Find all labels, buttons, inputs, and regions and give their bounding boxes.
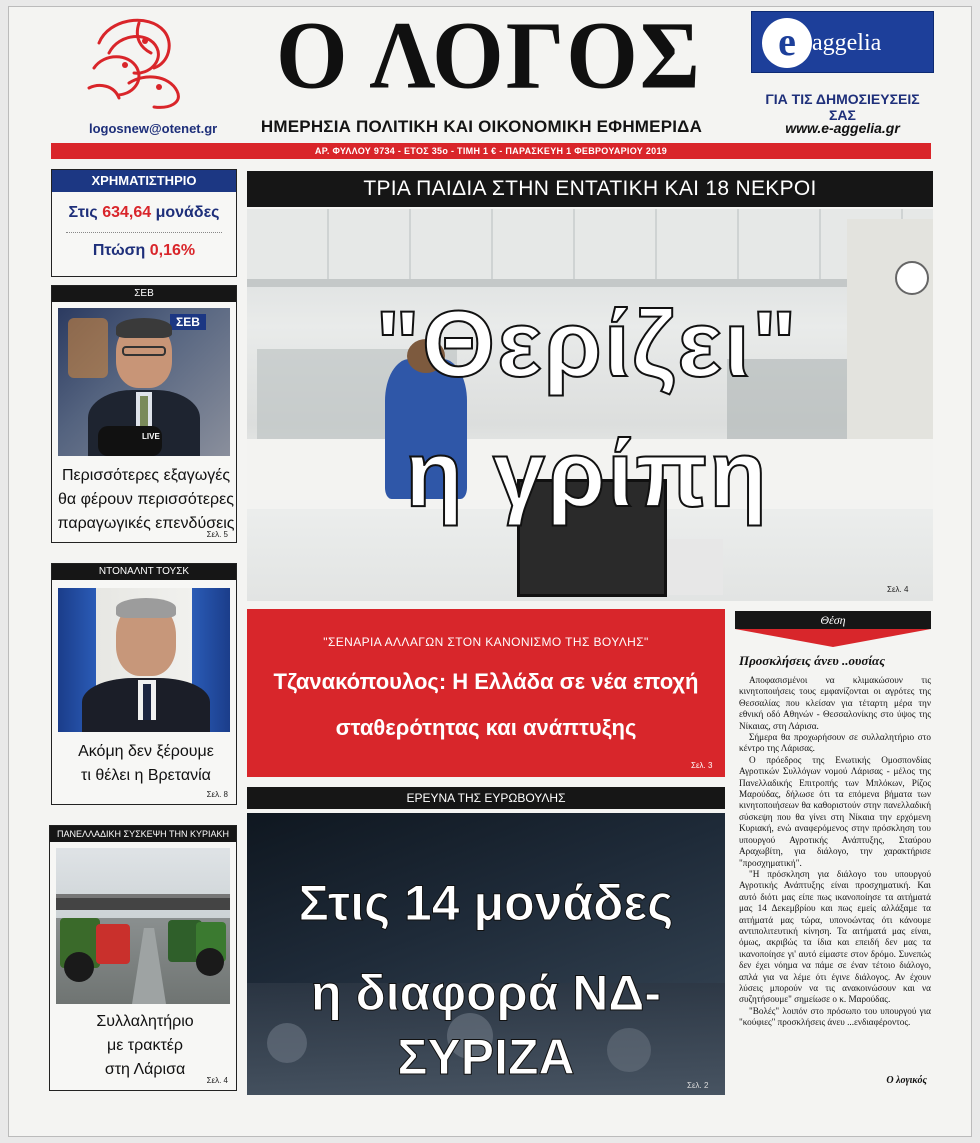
tractors-page-ref: Σελ. 4 [206,1076,228,1085]
sev-caption [54,464,238,536]
lead-headline-2: η γρίπη [405,421,769,526]
column-header: Θέση [735,611,931,629]
sev-backdrop-logo: ΣΕΒ [170,314,206,330]
stock-index-suffix: μονάδες [151,204,220,221]
tzanakopoulos-article-box[interactable] [247,609,725,777]
stock-index-prefix: Στις [68,204,103,221]
second-page-ref: Σελ. 3 [691,761,713,770]
lead-headline-1: "Θερίζει" [375,291,799,396]
poll-headline-1: Στις 14 μονάδες [298,875,674,931]
tractors-caption-line: στη Λάρισα [104,1061,186,1078]
stock-change-prefix: Πτώση [92,242,150,259]
column-paragraph: Αποφασισμένοι να κλιμακώσουν τις κινητοποιήσεις τους εμφανίζονται οι αγρότες της Θεσσαλίας που κλείσαν για τέταρτη μέρα την εθνική οδό Αθηνών - Θεσσαλονίκης στο ύψος της Νίκαιας, στη Λάρισα. [739,675,931,731]
second-headline-1: Τζανακόπουλος: Η Ελλάδα σε νέα εποχή [273,669,699,694]
masthead-logo-icon [79,13,194,111]
stock-change-value: 0,16% [149,242,196,259]
stock-change-line [52,242,236,260]
issue-info-bar: ΑΡ. ΦΥΛΛΟΥ 9734 - ΕΤΟΣ 35ο - ΤΙΜΗ 1 € - ΠΑΡΑΣΚΕΥΗ 1 ΦΕΒΡΟΥΑΡΙΟΥ 2019 [51,143,931,159]
tusk-header: ΝΤΟΝΑΛΝΤ ΤΟΥΣΚ [52,564,236,580]
second-kicker: "ΣΕΝΑΡΙΑ ΑΛΛΑΓΩΝ ΣΤΟΝ ΚΑΝΟΝΙΣΜΟ ΤΗΣ ΒΟΥΛΗΣ" [323,635,649,649]
tusk-page-ref: Σελ. 8 [206,790,228,799]
tractors-caption [52,1010,238,1082]
column-paragraph: Ο πρόεδρος της Ενωτικής Ομοσπονδίας Αγροτικών Συλλόγων νομού Λάρισας - μέλος της Πανελλαδικής Επιτροπής των Μπλόκων, Ρίζος Μαρούδας, δήλωσε ότι τα επόμενα βήματα των κινητοποιήσεων θα καθοριστούν στην πανελλαδική σύσκεψη που θα γίνει στη Νίκαια την ερχόμενη Κυριακή, ενώ αναφερόμενος στην πρόσκληση του υπουργού Αγροτικής Ανάπτυξης, Σταύρου Αραχωβίτη, για διάλογο, την χαρακτήρισε "προσχηματική". [739,754,931,868]
tractor-icon [96,924,130,964]
parliament-photo[interactable] [247,813,725,1095]
sev-caption-line: Περισσότερες εξαγωγές [61,467,231,484]
column-paragraph: "Βολές" λοιπόν στο πρόσωπο του υπουργού για "κούφιες" προσκλήσεις άνευ ...ενδιαφέροντος. [739,1005,931,1028]
eaggelia-logo-text: aggelia [812,30,882,56]
column-signature: Ο λογικός [886,1075,927,1086]
column-paragraph: Σήμερα θα προχωρήσουν σε συλλαλητήριο στο κέντρο της Λάρισας. [739,732,931,754]
column-body [739,675,931,1029]
tractors-header: ΠΑΝΕΛΛΑΔΙΚΗ ΣΥΣΚΕΨΗ ΤΗΝ ΚΥΡΙΑΚΗ [50,826,236,842]
tractors-photo [56,848,230,1004]
newspaper-front-page [8,6,972,1137]
eaggelia-e-icon: e [762,18,812,68]
lead-kicker: ΤΡΙΑ ΠΑΙΔΙΑ ΣΤΗΝ ΕΝΤΑΤΙΚΗ ΚΑΙ 18 ΝΕΚΡΟΙ [247,171,933,207]
sev-caption-line: παραγωγικές επενδύσεις [57,515,235,532]
tusk-caption-line: τι θέλει η Βρετανία [81,767,211,784]
hospital-icu-photo[interactable] [247,209,933,601]
poll-page-ref: Σελ. 2 [687,1081,709,1090]
tractors-caption-line: με τρακτέρ [106,1037,184,1054]
microphones-icon [98,426,162,456]
sev-caption-line: θα φέρουν περισσότερες [58,491,234,508]
stock-index-line [52,204,236,222]
sev-article-box[interactable] [51,285,237,543]
eaggelia-ad-logo[interactable] [751,11,934,73]
column-title: Προσκλήσεις άνευ ..ουσίας [739,653,885,668]
column-header-arrow-icon [735,629,931,649]
column-paragraph: "Η πρόσκληση για διάλογο του υπουργού Αγροτικής Ανάπτυξης είναι προσχηματική. Και αυτό διότι μας είπε πως ικανοποίησε τα αιτήματά μας 14 Δεκεμβρίου και πως εμείς αλλάξαμε τα αιτήματά μας τώρα, υπονοώντας ότι κάνουμε αντιπολιτευτική κίνηση. Τα αιτήματά μας είναι, όμως, ακριβώς τα ίδια και επειδή δεν μας τα ικανοποίησε γι' αυτό είμαστε στον δρόμο. Συνεπώς δεν έχει νόημα να πάμε σε έναν τέτοιο διάλογο, απλά για να λέμε ότι έγινε διάλογος. Αν έχουν λύσεις μπορούν να τις ανακοινώσουν και να συζητήσουμε" σημείωσε ο κ. Μαρούδας. [739,868,931,1005]
sev-page-ref: Σελ. 5 [206,530,228,539]
tractors-caption-line: Συλλαλητήριο [96,1013,194,1030]
poll-headline-2: η διαφορά ΝΔ-ΣΥΡΙΖΑ [311,965,661,1085]
lead-page-ref: Σελ. 4 [887,585,909,594]
stock-index-value: 634,64 [102,204,152,221]
stock-market-header: ΧΡΗΜΑΤΙΣΤΗΡΙΟ [52,170,236,192]
tusk-article-box[interactable] [51,563,237,805]
eaggelia-tagline: ΓΙΑ ΤΙΣ ΔΗΜΟΣΙΕΥΣΕΙΣ ΣΑΣ [765,91,920,123]
tusk-caption [54,740,238,788]
masthead-email[interactable]: logosnew@otenet.gr [89,121,218,136]
sev-president-photo: ΣΕΒ LIVE [58,308,230,456]
newspaper-title: Ο ΛΟΓΟΣ [276,6,702,109]
wall-clock-icon [895,261,929,295]
second-headline-2: σταθερότητας και ανάπτυξης [335,715,637,740]
tusk-photo [58,588,230,732]
newspaper-subtitle: ΗΜΕΡΗΣΙΑ ΠΟΛΙΤΙΚΗ ΚΑΙ ΟΙΚΟΝΟΜΙΚΗ ΕΦΗΜΕΡΙΔΑ [260,117,703,136]
stock-market-box [51,169,237,277]
tractors-article-box[interactable] [49,825,237,1091]
tusk-caption-line: Ακόμη δεν ξέρουμε [78,743,214,760]
poll-kicker: ΕΡΕΥΝΑ ΤΗΣ ΕΥΡΩΒΟΥΛΗΣ [247,787,725,809]
sev-header: ΣΕΒ [52,286,236,302]
eaggelia-url[interactable]: www.e-aggelia.gr [785,120,900,136]
